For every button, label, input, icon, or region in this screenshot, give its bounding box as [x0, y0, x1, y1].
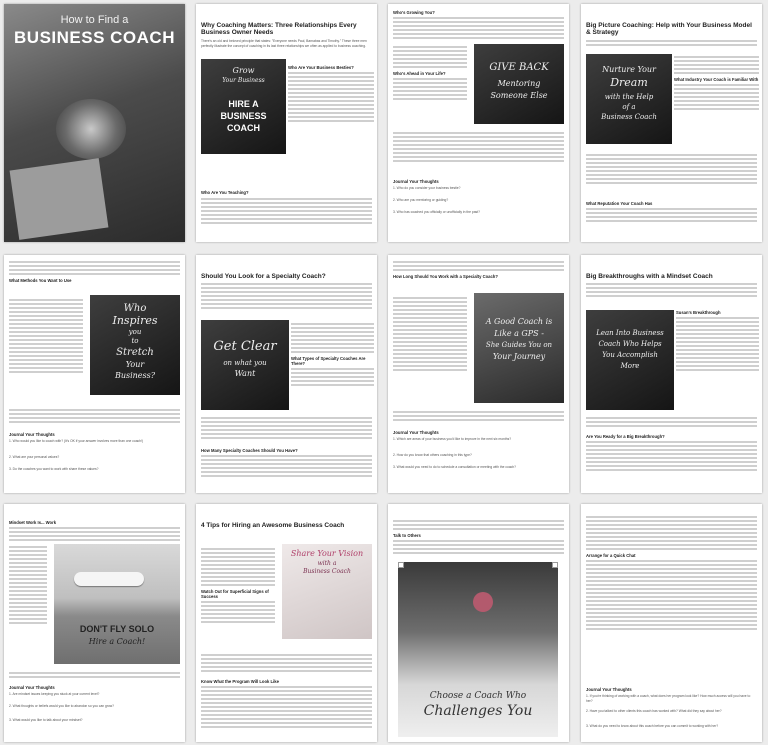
- journal-question-2: 2. Have you talked to other clients this coach has worked with? What did they say about her?: [586, 709, 722, 713]
- body-text-lines: [288, 72, 374, 122]
- journal-question-3: 3. What would you like to talk about your mindset?: [9, 718, 83, 722]
- section-heading: How Many Specialty Coaches Should You Have?: [201, 448, 298, 453]
- body-text-lines: [581, 560, 762, 630]
- journal-question-3: 3. What would you need to do to schedule a consultation or meeting with the coach?: [393, 465, 516, 469]
- body-text: There's an old and beloved principle that states: "Everyone needs Paul, Barnabas and Timothy." These three men perfectly illustrate the concept of coaching in its last three relationships we often as applied to business coaching.: [201, 38, 367, 48]
- body-text-lines: [581, 516, 762, 550]
- journal-question-2: 2. What thoughts or beliefs would you like to abandon so you can grow?: [9, 704, 115, 708]
- journal-question-1: 1. If you're thinking of working with a coach, what does her program look like? How much access will you have to her?: [586, 694, 751, 704]
- section-heading: What Types of Specialty Coaches Are There?: [291, 356, 366, 366]
- notebook-image: [10, 158, 109, 240]
- section-heading: What Methods You Want to Use: [9, 278, 72, 283]
- page-title: Should You Look for a Specialty Coach?: [201, 273, 326, 280]
- page-5[interactable]: [4, 255, 185, 493]
- journal-question-1: 1. Are mindset issues keeping you stuck at your current level?: [9, 692, 100, 696]
- journal-question-1: 1. Which are areas of your business you'd like to improve in the next six months?: [393, 437, 512, 441]
- section-heading: Arrange for a Quick Chat: [586, 553, 636, 558]
- page-8[interactable]: [581, 255, 762, 493]
- section-heading: Mindset Work Is... Work: [9, 520, 57, 525]
- journal-question-2: 2. Who are you mentoring or guiding?: [393, 198, 449, 202]
- section-heading: What Industry Your Coach is Familiar With: [674, 77, 759, 82]
- seaplane-icon: [74, 572, 144, 586]
- nurture-dream-image: Nurture Your Dream with the Help of a Business Coach: [586, 54, 672, 144]
- body-text-lines: [581, 40, 762, 46]
- body-text-lines: [388, 130, 569, 164]
- body-text-lines: [4, 527, 185, 541]
- journal-heading: Journal Your Thoughts: [9, 685, 55, 690]
- page-7[interactable]: [388, 255, 569, 493]
- rose-image: [473, 592, 493, 612]
- body-text-lines: [196, 453, 377, 479]
- challenges-you-image: Choose a Coach Who Challenges You: [398, 562, 558, 737]
- journal-heading: Journal Your Thoughts: [393, 430, 439, 435]
- cover-title-top: How to Find a: [60, 14, 129, 26]
- journal-question-3: 3. Do the coaches you want to work with share these values?: [9, 467, 99, 471]
- page-6[interactable]: [196, 255, 377, 493]
- body-text-lines: [196, 415, 377, 441]
- get-clear-image: Get Clear on what you Want: [201, 320, 289, 410]
- section-heading: Who's Growing You?: [393, 10, 435, 15]
- page-4[interactable]: [581, 4, 762, 242]
- journal-question-1: 1. Who do you consider your business bestie?: [393, 186, 461, 190]
- page-title: Big Breakthroughs with a Mindset Coach: [586, 273, 713, 280]
- page-9[interactable]: [4, 504, 185, 742]
- resize-handle-icon[interactable]: [552, 562, 558, 568]
- section-heading: How Long Should You Work with a Specialty Coach?: [393, 274, 498, 279]
- journal-question-1: 1. Who would you like to coach with? (It's OK if your answer involves more than one coach!): [9, 439, 144, 443]
- body-text-lines: [388, 540, 569, 554]
- journal-question-2: 2. How do you know that others coaching in this type?: [393, 453, 472, 457]
- journal-question-3: 3. Who has coached you officially or unofficially in the past?: [393, 210, 480, 214]
- body-text-lines: [581, 415, 762, 429]
- section-heading: What Reputation Your Coach Has: [586, 201, 653, 206]
- body-text-lines: [388, 409, 569, 423]
- lean-into-coach-image: Lean Into Business Coach Who Helps You Accomplish More: [586, 310, 674, 410]
- page-1-cover[interactable]: [4, 4, 185, 242]
- body-text-lines: [196, 283, 377, 309]
- body-text-lines: [388, 17, 569, 39]
- body-text-lines: [581, 206, 762, 224]
- body-text-lines: [196, 196, 377, 226]
- journal-question-3: 3. What do you need to know about this coach before you can commit to working with her?: [586, 724, 719, 728]
- page-title: Big Picture Coaching: Help with Your Business Model & Strategy: [586, 22, 752, 37]
- body-text-lines: [4, 407, 185, 425]
- body-text-lines: [196, 652, 377, 674]
- body-text-lines: [4, 261, 185, 275]
- section-heading: Know What the Program Will Look Like: [201, 679, 279, 684]
- section-heading: Susan's Breakthrough: [676, 310, 721, 315]
- body-text-lines: [4, 670, 185, 680]
- section-heading: Who Are You Teaching?: [201, 190, 249, 195]
- give-back-image: GIVE BACK Mentoring Someone Else: [474, 44, 564, 124]
- inspires-you-image: Who Inspires you to Stretch Your Business?: [90, 295, 180, 395]
- journal-heading: Journal Your Thoughts: [9, 432, 55, 437]
- body-text-lines: [581, 439, 762, 473]
- gps-coach-image: A Good Coach is Like a GPS - She Guides You on Your Journey: [474, 293, 564, 403]
- journal-question-2: 2. What are your personal values?: [9, 455, 60, 459]
- coffee-cup-image: [56, 99, 126, 159]
- section-heading: Who's Ahead in Your Life?: [393, 71, 446, 76]
- body-text-lines: [388, 261, 569, 271]
- body-text-lines: [581, 283, 762, 297]
- page-12[interactable]: [581, 504, 762, 742]
- hire-coach-image: Grow Your Business HIRE A BUSINESS COACH: [201, 59, 286, 154]
- page-3[interactable]: [388, 4, 569, 242]
- journal-heading: Journal Your Thoughts: [586, 687, 632, 692]
- body-text-lines: [196, 684, 377, 730]
- body-text-lines: [388, 520, 569, 530]
- body-text-lines: [581, 152, 762, 186]
- section-heading: Watch Out for Superficial Signs of Success: [201, 589, 269, 599]
- page-11[interactable]: [388, 504, 569, 742]
- page-title: Why Coaching Matters: Three Relationships Every Business Owner Needs: [201, 22, 357, 37]
- journal-heading: Journal Your Thoughts: [393, 179, 439, 184]
- cover-title-main: BUSINESS COACH: [14, 28, 175, 47]
- section-heading: Who Are Your Business Besties?: [288, 65, 354, 70]
- dont-fly-solo-image: DON'T FLY SOLO Hire a Coach!: [54, 544, 180, 664]
- page-10[interactable]: [196, 504, 377, 742]
- share-vision-image: Share Your Vision with a Business Coach: [282, 544, 372, 639]
- page-title: 4 Tips for Hiring an Awesome Business Coach: [201, 522, 345, 529]
- page-2[interactable]: [196, 4, 377, 242]
- resize-handle-icon[interactable]: [398, 562, 404, 568]
- section-heading: Talk to Others: [393, 533, 421, 538]
- section-heading: Are You Ready for a Big Breakthrough?: [586, 434, 665, 439]
